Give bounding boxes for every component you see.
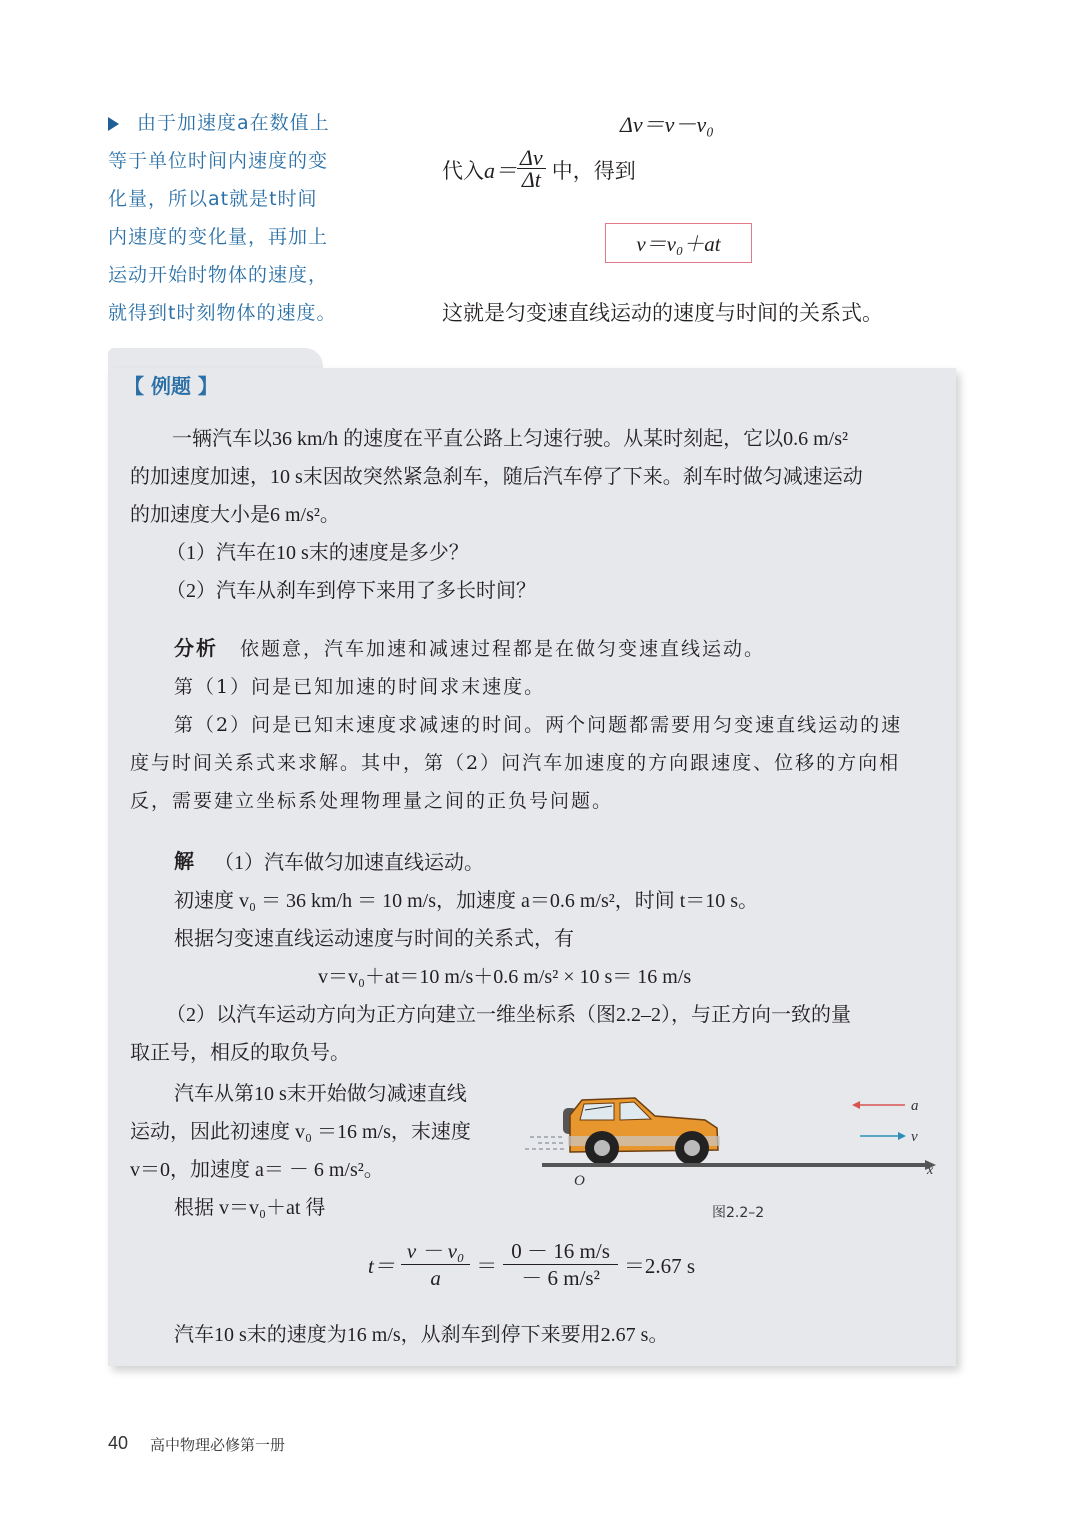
- final-fraction-2: [503, 1238, 618, 1291]
- solution-line: 初速度 v₀ ＝ 36 km/h ＝ 10 m/s，加速度 a＝0.6 m/s²，时间 t＝10 s。: [174, 890, 759, 912]
- example-title: 【 例题 】: [124, 374, 218, 398]
- figure-caption: 图2.2–2: [712, 1205, 765, 1221]
- side-note-line: 就得到t时刻物体的速度。: [108, 302, 337, 324]
- final-fraction-1-den: a: [430, 1266, 441, 1290]
- final-equals: ＝: [476, 1253, 498, 1278]
- triangle-bullet-icon: [108, 117, 119, 131]
- final-fraction-1-num: v － v₀: [401, 1238, 470, 1265]
- conclusion: 汽车10 s末的速度为16 m/s，从刹车到停下来要用2.67 s。: [174, 1324, 669, 1346]
- delta-v-equation: Δv＝v－v₀: [620, 112, 714, 137]
- final-fraction-2-den: － 6 m/s²: [521, 1266, 600, 1290]
- side-note-line: 等于单位时间内速度的变: [108, 150, 329, 172]
- final-result: ＝2.67 s: [623, 1253, 696, 1278]
- final-equation: [368, 1238, 695, 1291]
- problem-line: 的加速度大小是6 m/s²。: [130, 504, 340, 526]
- analysis-line: 第（1）问是已知加速的时间求末速度。: [174, 676, 546, 698]
- car-icon: [563, 1098, 720, 1165]
- velocity-arrow-head-icon: [898, 1132, 906, 1140]
- label-x: x: [927, 1163, 934, 1178]
- figure-car-diagram: [520, 1080, 940, 1195]
- summary-sentence: 这就是匀变速直线运动的速度与时间的关系式。: [442, 301, 883, 325]
- problem-question-1: （1）汽车在10 s末的速度是多少？: [166, 542, 469, 564]
- final-t: t＝: [368, 1253, 395, 1278]
- solution-line: v＝0，加速度 a＝ － 6 m/s²。: [130, 1159, 384, 1181]
- solution-line: 运动，因此初速度 v₀ ＝16 m/s，末速度: [130, 1121, 471, 1143]
- side-note-line: 由于加速度a在数值上: [108, 104, 358, 142]
- analysis-label: 分析: [174, 636, 218, 660]
- problem-line: 的加速度加速，10 s末因故突然紧急刹车，随后汽车停了下来。刹车时做匀减速运动: [130, 466, 863, 488]
- substitute-line: [442, 145, 636, 192]
- final-fraction-2-num: 0 － 16 m/s: [503, 1238, 618, 1265]
- side-note: [108, 104, 358, 332]
- boxed-formula: v＝v₀＋at: [605, 223, 752, 263]
- solution-equation: v＝v₀＋at＝10 m/s＋0.6 m/s² × 10 s＝ 16 m/s: [318, 966, 692, 988]
- analysis-line: 度与时间关系式来求解。其中，第（2）问汽车加速度的方向跟速度、位移的方向相: [130, 752, 901, 774]
- substitute-a: a＝: [484, 158, 518, 183]
- solution-line: 根据 v＝v₀＋at 得: [174, 1197, 326, 1219]
- solution-line: 汽车从第10 s末开始做匀减速直线: [174, 1083, 467, 1105]
- analysis-line: 第（2）问是已知末速度求减速的时间。两个问题都需要用匀变速直线运动的速: [174, 714, 903, 736]
- problem-question-2: （2）汽车从刹车到停下来用了多长时间？: [166, 580, 536, 602]
- fraction-numerator: Δv: [517, 148, 546, 169]
- final-fraction-1: [401, 1238, 470, 1291]
- side-note-line: 运动开始时物体的速度，: [108, 264, 329, 286]
- substitute-prefix: 代入: [442, 158, 484, 183]
- motion-lines: [525, 1137, 565, 1149]
- solution-line: （2）以汽车运动方向为正方向建立一维坐标系（图2.2–2），与正方向一致的量: [166, 1004, 851, 1026]
- solution-line: 根据匀变速直线运动速度与时间的关系式，有: [174, 928, 574, 950]
- book-title: 高中物理必修第一册: [150, 1436, 286, 1454]
- side-note-line: 内速度的变化量，再加上: [108, 226, 329, 248]
- label-v: v: [911, 1129, 918, 1145]
- fraction-denominator: Δt: [521, 167, 541, 192]
- problem-line: 一辆汽车以36 km/h 的速度在平直公路上匀速行驶。从某时刻起，它以0.6 m/s²: [172, 428, 849, 450]
- solution-line: （1）汽车做匀加速直线运动。: [214, 852, 484, 874]
- side-note-line: 化量，所以at就是t时间: [108, 188, 318, 210]
- analysis-line: 依题意，汽车加速和减速过程都是在做匀变速直线运动。: [240, 638, 766, 660]
- acceleration-arrow-head-icon: [852, 1101, 860, 1109]
- solution-label: 解: [174, 849, 194, 873]
- label-a: a: [911, 1098, 919, 1114]
- page-number: 40: [108, 1433, 129, 1453]
- analysis-line: 反，需要建立坐标系处理物理量之间的正负号问题。: [130, 790, 614, 812]
- label-origin: O: [574, 1173, 585, 1189]
- solution-line: 取正号，相反的取负号。: [130, 1042, 350, 1064]
- delta-fraction: [517, 145, 546, 192]
- substitute-suffix: 中，得到: [551, 158, 636, 183]
